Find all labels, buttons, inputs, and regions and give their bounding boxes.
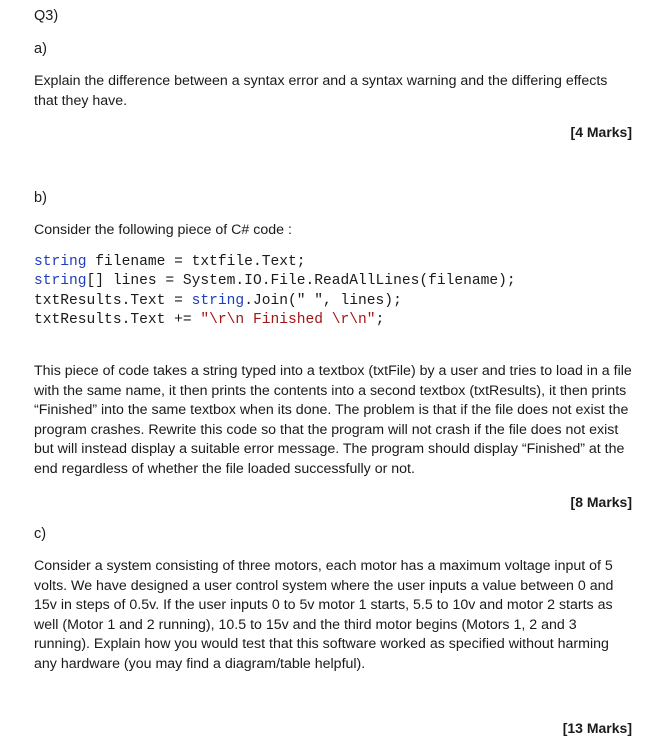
code-line-4 <box>34 311 516 330</box>
code-text: ; <box>375 312 385 329</box>
part-b-text: This piece of code takes a string typed into a textbox (txtFile) by a user and tries to load in a file with the same name, it then prints the contents into a second textbox (txtResults), it then prints “Finished” into the same textbox when its done. The problem is that if the file does not exist the program crashes. Rewrite this code so that the program will not crash if the file does not exist but will instead display a suitable error message. The program should display “Finished” at the end regardless of whether the file loaded successfully or not. <box>34 363 632 477</box>
part-c-label: c) <box>34 526 47 542</box>
code-text: [] lines = System.IO.File.ReadAllLines(filename); <box>86 273 516 290</box>
code-block <box>34 253 516 331</box>
code-keyword: string <box>34 273 87 290</box>
code-line-1 <box>34 253 516 272</box>
code-text: filename = txtfile.Text; <box>86 254 306 270</box>
code-line-2 <box>34 272 516 291</box>
question-number: Q3) <box>34 8 59 24</box>
part-c-text: Consider a system consisting of three motors, each motor has a maximum voltage input of 5 volts. We have designed a user control system where the user inputs a value between 0 and 15v in steps of 0.5v. If the user inputs 0 to 5v motor 1 starts, 5.5 to 10v and motor 2 starts as well (Motor 1 and 2 running), 10.5 to 15v and the third motor begins (Motors 1, 2 and 3 running). Explain how you would test that this software worked as specified without harming any hardware (you may find a diagram/table helpful). <box>34 558 614 672</box>
part-c-marks: [13 Marks] <box>562 720 632 736</box>
code-string: "\r\n Finished \r\n" <box>200 312 376 329</box>
code-keyword: string <box>34 254 87 270</box>
part-b-label: b) <box>34 190 47 206</box>
part-a-text: Explain the difference between a syntax error and a syntax warning and the differing effects that they have. <box>34 73 608 109</box>
part-a-label: a) <box>34 41 47 57</box>
part-b-marks: [8 Marks] <box>570 494 632 510</box>
code-text: .Join(" ", lines); <box>244 292 402 309</box>
code-text: txtResults.Text = <box>34 292 192 309</box>
code-keyword: string <box>191 292 245 309</box>
code-text: txtResults.Text += <box>34 312 201 329</box>
code-line-3 <box>34 292 516 311</box>
part-a-marks: [4 Marks] <box>570 124 632 140</box>
part-b-intro: Consider the following piece of C# code : <box>34 222 292 238</box>
